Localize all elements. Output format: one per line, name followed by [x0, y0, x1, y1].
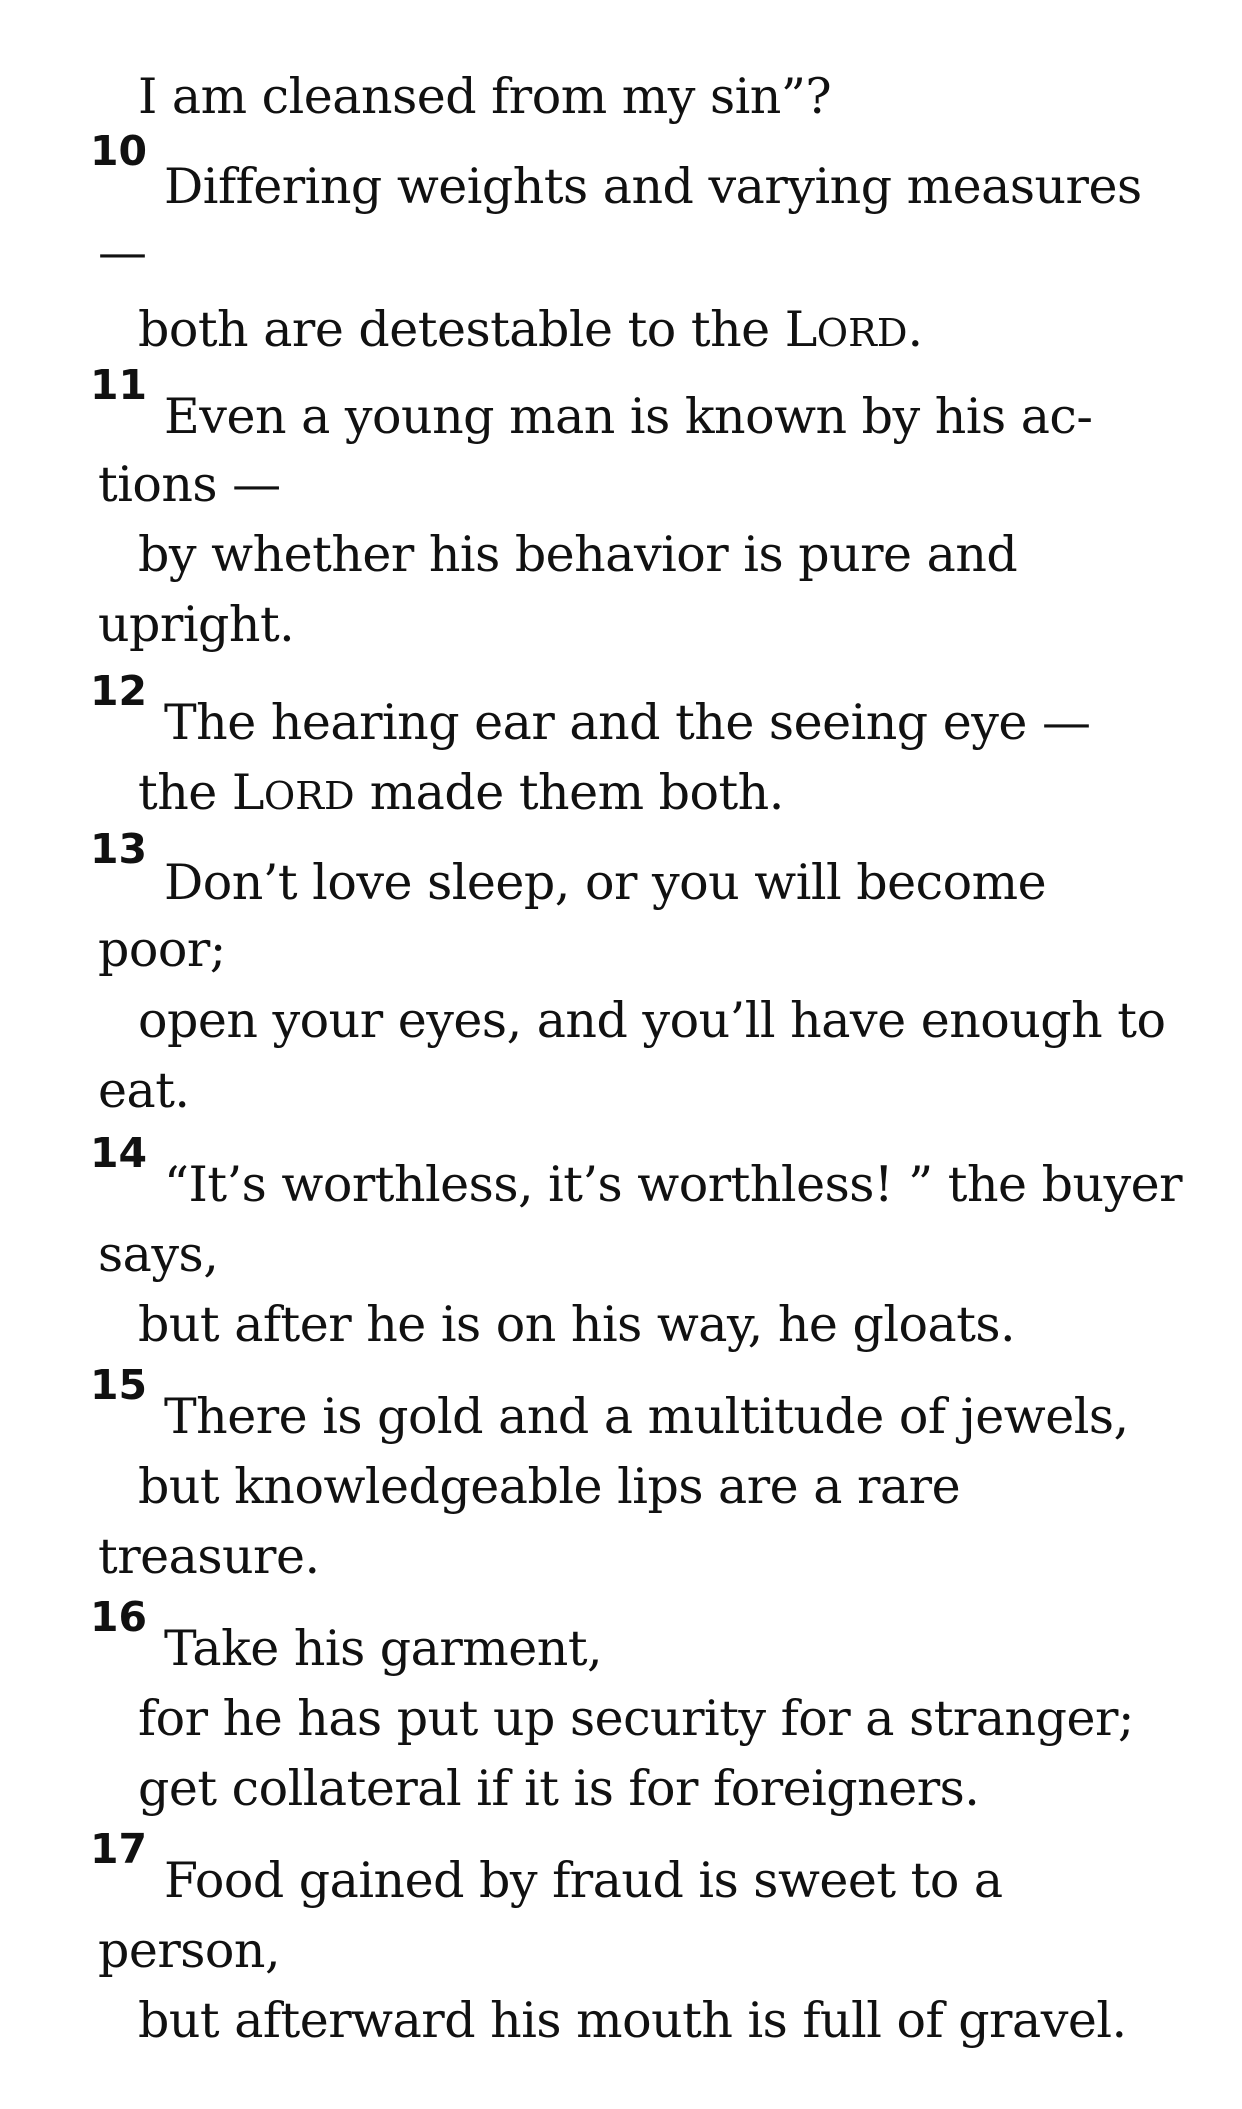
line-text-after: made them both. [354, 764, 784, 821]
line-text-after: . [907, 301, 923, 358]
verse-number: 10 [90, 127, 148, 175]
verse-line: There is gold and a multitude of jewels, [164, 1388, 1129, 1445]
verse-line: Even a young man is known by his ac- [164, 388, 1093, 445]
verse-line: — [98, 224, 147, 281]
line-text-before: the L [138, 764, 264, 821]
verse-line: upright. [98, 596, 295, 653]
verse-line: open your eyes, and you’ll have enough to [138, 992, 1166, 1049]
verse-line: Differing weights and varying measures [164, 158, 1142, 215]
verse-line: but afterward his mouth is full of gravel. [138, 1992, 1127, 2049]
verse-line: tions — [98, 456, 281, 513]
verse-line: treasure. [98, 1528, 320, 1585]
verse-line: for he has put up security for a stranger; [138, 1690, 1134, 1747]
verse-line: Food gained by fraud is sweet to a [164, 1852, 1003, 1909]
verse-number: 16 [90, 1593, 148, 1641]
verse-line: Don’t love sleep, or you will become [164, 854, 1047, 911]
verse-number: 11 [90, 361, 148, 409]
verse-line [138, 764, 784, 821]
verse-line: but after he is on his way, he gloats. [138, 1296, 1016, 1353]
divine-name-smallcaps: ORD [263, 775, 355, 819]
verse-number: 17 [90, 1825, 148, 1873]
verse-number: 14 [90, 1129, 148, 1177]
verse-line: poor; [98, 921, 226, 978]
verse-line: says, [98, 1226, 219, 1283]
verse-line: person, [98, 1922, 281, 1979]
verse-line: I am cleansed from my sin”? [138, 68, 832, 125]
verse-line: The hearing ear and the seeing eye — [164, 694, 1091, 751]
verse-line: by whether his behavior is pure and [138, 526, 1018, 583]
verse-number: 12 [90, 667, 148, 715]
verse-line: but knowledgeable lips are a rare [138, 1458, 961, 1515]
verse-number: 13 [90, 825, 148, 873]
verse-line: eat. [98, 1062, 190, 1119]
verse-line [138, 301, 923, 358]
verse-line: “It’s worthless, it’s worthless! ” the buyer [164, 1156, 1183, 1213]
verse-number: 15 [90, 1361, 148, 1409]
divine-name-smallcaps: ORD [816, 312, 908, 356]
line-text-before: both are detestable to the L [138, 301, 817, 358]
verse-line: Take his garment, [164, 1620, 603, 1677]
verse-line: get collateral if it is for foreigners. [138, 1760, 980, 1817]
